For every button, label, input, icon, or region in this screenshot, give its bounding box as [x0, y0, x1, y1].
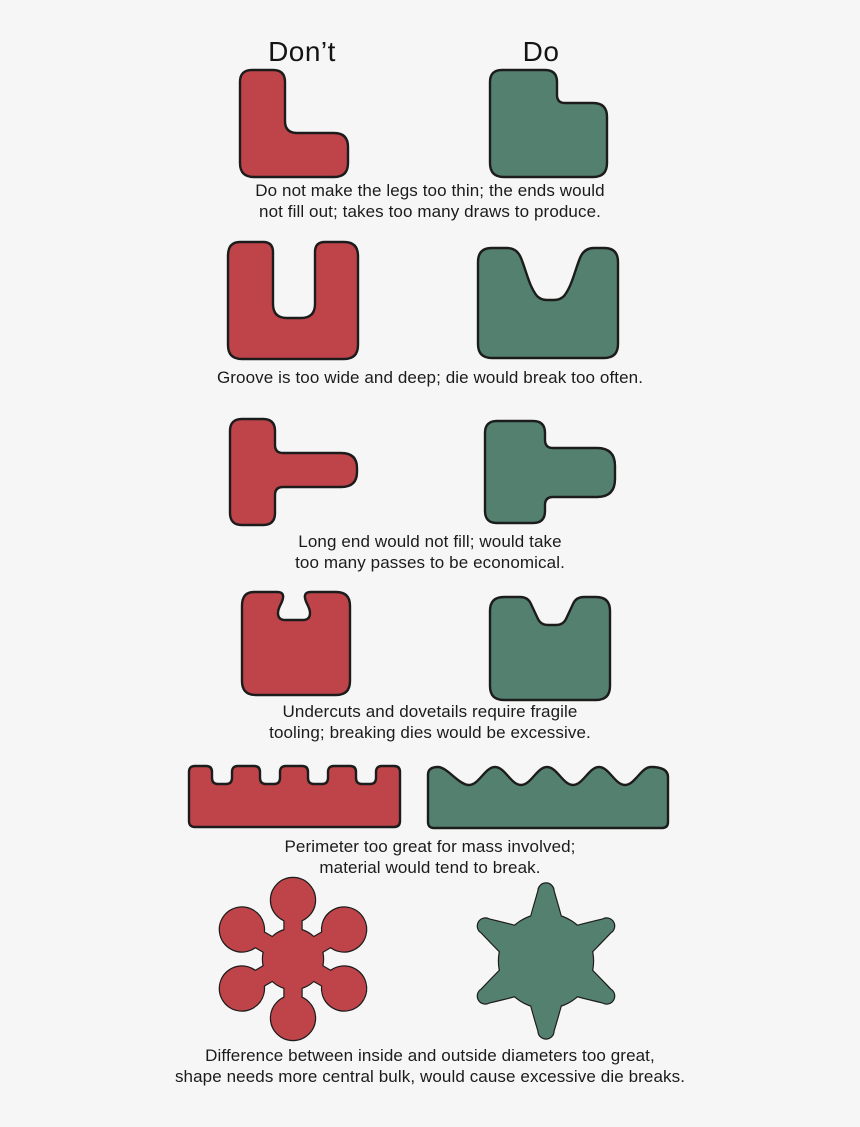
dovetail-notch-path	[242, 592, 350, 695]
short-arm-path	[485, 421, 615, 523]
thin-l-path	[240, 70, 348, 177]
caption-row-3	[0, 531, 860, 573]
dont-shape-deep-u	[228, 242, 358, 359]
do-shape-short-arm	[485, 421, 615, 523]
caption-line: not fill out; takes too many draws to produce.	[259, 202, 601, 221]
caption-line: Long end would not fill; would take	[298, 532, 562, 551]
column-header-dont: Don’t	[268, 36, 336, 67]
caption-line: Perimeter too great for mass involved;	[284, 837, 576, 856]
dont-shape-splat	[211, 875, 375, 1043]
dont-shape-dovetail-notch	[242, 592, 350, 695]
dont-shape-thin-l	[240, 70, 348, 177]
caption-row-6	[0, 1045, 860, 1087]
splat-fill	[212, 878, 374, 1040]
caption-row-1	[0, 180, 860, 222]
caption-line: shape needs more central bulk, would cause excessive die breaks.	[174, 1067, 686, 1086]
caption-line: too many passes to be economical.	[295, 553, 565, 572]
deep-u-path	[228, 242, 358, 359]
long-arm-t-path	[230, 419, 357, 525]
caption-line: Do not make the legs too thin; the ends would	[255, 181, 605, 200]
comb-path	[189, 766, 400, 827]
caption-line: material would tend to break.	[319, 858, 541, 877]
dont-shape-comb	[189, 766, 400, 827]
caption-line: Difference between inside and outside diameters too great,	[205, 1046, 655, 1065]
caption-row-4	[0, 701, 860, 743]
caption-line: Undercuts and dovetails require fragile	[282, 702, 578, 721]
do-shape-star	[462, 877, 630, 1045]
caption-row-2	[0, 367, 860, 388]
shallow-groove-path	[478, 248, 618, 358]
do-shape-thick-l	[490, 70, 607, 177]
open-notch-path	[490, 597, 610, 700]
caption-line: tooling; breaking dies would be excessive.	[269, 723, 591, 742]
star-fill	[468, 884, 624, 1039]
do-shape-shallow-groove	[478, 248, 618, 358]
caption-row-5	[0, 836, 860, 878]
wavy-bar-path	[428, 767, 668, 828]
caption-line: Groove is too wide and deep; die would break too often.	[216, 368, 644, 387]
column-header-do: Do	[522, 36, 560, 67]
do-shape-wavy-bar	[428, 765, 668, 828]
thick-l-path	[490, 70, 607, 177]
do-shape-open-notch	[490, 597, 610, 700]
dont-shape-long-arm-t	[230, 419, 357, 525]
